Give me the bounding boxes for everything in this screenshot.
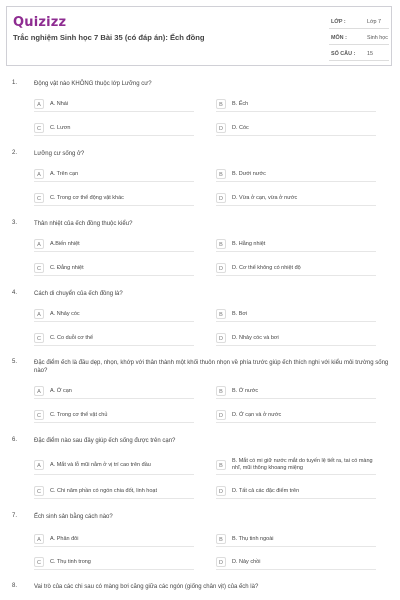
option-underline xyxy=(216,111,376,112)
option-underline xyxy=(34,398,194,399)
worksheet-meta xyxy=(325,11,391,63)
meta-count xyxy=(325,49,389,61)
option-text: D. Vừa ở cạn, vừa ở nước xyxy=(232,195,298,201)
option-text: D. Cóc xyxy=(232,125,249,131)
meta-label: SỐ CÂU : xyxy=(331,51,356,57)
meta-label: LỚP : xyxy=(331,19,346,25)
question-text: Ếch sinh sản bằng cách nào? xyxy=(34,514,113,520)
meta-value: 15 xyxy=(367,51,373,57)
question-text: Động vật nào KHÔNG thuộc lớp Lưỡng cư? xyxy=(34,81,152,87)
meta-divider xyxy=(329,44,389,45)
meta-divider xyxy=(329,60,389,61)
option-text: C. Thụ tinh trong xyxy=(50,559,91,565)
option-letter-box: D xyxy=(216,193,226,203)
option-underline xyxy=(34,275,194,276)
meta-class xyxy=(325,17,389,29)
option-text: B. Thụ tinh ngoài xyxy=(232,536,274,542)
option-text: B. Ếch xyxy=(232,101,249,107)
option-letter-box: D xyxy=(216,123,226,133)
option-text: B. Mắt có mi giữ nước mắt do tuyến lệ tiết ra, tai có màng nhĩ, mũi thông khoang miệng xyxy=(232,458,373,471)
option-letter-box: B xyxy=(216,169,226,179)
option-letter-box: A xyxy=(34,169,44,179)
question-number: 2. xyxy=(12,150,18,156)
meta-value: Sinh học xyxy=(367,35,388,41)
question-text: Đặc điểm nào sau đây giúp ếch sống được trên cạn? xyxy=(34,438,176,444)
option-text: A.Biến nhiệt xyxy=(50,241,80,247)
option-text: A. Nhảy cóc xyxy=(50,311,80,317)
option-letter-box: A xyxy=(34,534,44,544)
option-underline xyxy=(216,422,376,423)
question-text: Đặc điểm ếch là đầu dẹp, nhọn, khớp với thân thành một khối thuôn nhọn về phía trước giúp ếch thích nghi với kiểu môi trường sống nào? xyxy=(34,360,389,374)
option-underline xyxy=(34,181,194,182)
question-number: 1. xyxy=(12,80,18,86)
option-letter-box: B xyxy=(216,239,226,249)
option-text: C. Trong cơ thể vật chủ xyxy=(50,412,108,418)
option-letter-box: B xyxy=(216,386,226,396)
option-text: C. Co duỗi cơ thể xyxy=(50,335,94,341)
option-letter-box: C xyxy=(34,557,44,567)
option-underline xyxy=(34,135,194,136)
option-letter-box: A xyxy=(34,386,44,396)
option-text: B. Ở nước xyxy=(232,388,259,394)
option-letter-box: B xyxy=(216,460,226,470)
option-underline xyxy=(34,422,194,423)
option-text: A. Phân đôi xyxy=(50,536,79,542)
option-letter-box: C xyxy=(34,263,44,273)
quizizz-logo: Quizizz xyxy=(13,15,67,30)
worksheet-header xyxy=(6,6,392,66)
option-text: B. Dưới nước xyxy=(232,171,266,177)
option-text: C. Lươn xyxy=(50,125,71,131)
option-underline xyxy=(34,498,194,499)
option-underline xyxy=(216,546,376,547)
option-letter-box: B xyxy=(216,309,226,319)
option-underline xyxy=(34,474,194,475)
option-underline xyxy=(216,321,376,322)
option-underline xyxy=(216,205,376,206)
option-letter-box: D xyxy=(216,333,226,343)
option-letter-box: B xyxy=(216,534,226,544)
option-text: C. Chi năm phần có ngón chia đốt, linh hoạt xyxy=(50,488,158,494)
question-text: Vai trò của các chi sau có màng bơi căng giữa các ngón (giống chân vịt) của ếch là? xyxy=(34,584,259,590)
meta-value: Lớp 7 xyxy=(367,19,382,25)
worksheet-title: Trắc nghiệm Sinh học 7 Bài 35 (có đáp án): Ếch đồng xyxy=(13,33,205,42)
option-text: C. Đẳng nhiệt xyxy=(50,265,84,271)
option-underline xyxy=(216,251,376,252)
question-text: Thân nhiệt của ếch đồng thuộc kiểu? xyxy=(34,221,133,227)
question-number: 3. xyxy=(12,220,18,226)
option-underline xyxy=(216,275,376,276)
option-text: A. Nhái xyxy=(50,101,69,107)
option-letter-box: C xyxy=(34,410,44,420)
option-text: D. Ở cạn và ở nước xyxy=(232,412,282,418)
option-underline xyxy=(34,546,194,547)
option-underline xyxy=(34,111,194,112)
option-text: D. Cơ thể không có nhiệt độ xyxy=(232,265,301,271)
option-letter-box: C xyxy=(34,333,44,343)
option-text: B. Bơi xyxy=(232,311,248,317)
option-underline xyxy=(34,321,194,322)
question-number: 8. xyxy=(12,583,18,589)
option-letter-box: A xyxy=(34,309,44,319)
option-text: A. Trên cạn xyxy=(50,171,79,177)
option-letter-box: B xyxy=(216,99,226,109)
option-letter-box: A xyxy=(34,99,44,109)
question-number: 7. xyxy=(12,513,18,519)
option-underline xyxy=(216,569,376,570)
option-underline xyxy=(216,181,376,182)
option-text: D. Tất cả các đặc điểm trên xyxy=(232,488,300,494)
option-underline xyxy=(34,205,194,206)
option-underline xyxy=(34,345,194,346)
option-text: A. Ở cạn xyxy=(50,388,72,394)
option-text: B. Hằng nhiệt xyxy=(232,241,266,247)
option-letter-box: D xyxy=(216,410,226,420)
option-underline xyxy=(34,569,194,570)
meta-label: MÔN : xyxy=(331,35,347,41)
option-letter-box: D xyxy=(216,557,226,567)
option-underline xyxy=(216,498,376,499)
option-underline xyxy=(216,345,376,346)
option-text: C. Trong cơ thể động vật khác xyxy=(50,195,124,201)
option-text: D. Nhảy cóc và bơi xyxy=(232,335,279,341)
option-underline xyxy=(34,251,194,252)
question-text: Lưỡng cư sống ở? xyxy=(34,151,85,157)
option-letter-box: D xyxy=(216,263,226,273)
meta-divider xyxy=(329,28,389,29)
question-text: Cách di chuyển của ếch đồng là? xyxy=(34,291,123,297)
option-letter-box: D xyxy=(216,486,226,496)
option-text: D. Nảy chồi xyxy=(232,559,261,565)
option-underline xyxy=(216,474,376,475)
option-underline xyxy=(216,135,376,136)
meta-subject xyxy=(325,33,389,45)
option-letter-box: C xyxy=(34,193,44,203)
question-number: 6. xyxy=(12,437,18,443)
option-letter-box: C xyxy=(34,123,44,133)
option-letter-box: C xyxy=(34,486,44,496)
option-text: A. Mắt và lỗ mũi nằm ở vị trí cao trên đầu xyxy=(50,462,151,468)
option-underline xyxy=(216,398,376,399)
question-number: 5. xyxy=(12,359,18,365)
question-number: 4. xyxy=(12,290,18,296)
option-letter-box: A xyxy=(34,460,44,470)
option-letter-box: A xyxy=(34,239,44,249)
